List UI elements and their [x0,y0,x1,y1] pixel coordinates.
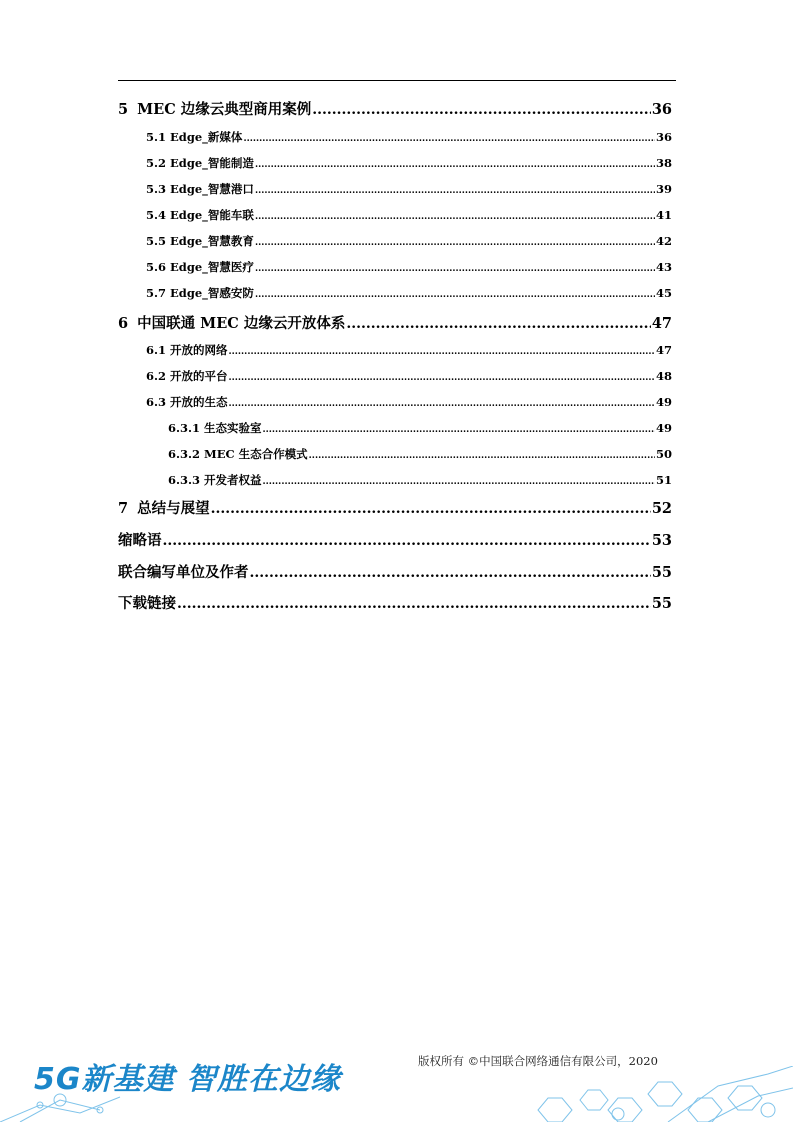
toc-entry-7[interactable] [118,497,672,518]
toc-entry-page: 36 [651,101,672,118]
toc-leader [255,160,655,170]
toc-entry-title: 中国联通 MEC 边缘云开放体系 [137,315,346,332]
toc-entry-title: 6.3.3 开发者权益 [168,473,262,487]
toc-leader [255,212,655,222]
toc-entry-5-3[interactable] [146,181,672,197]
toc-entry-6-3-3[interactable] [168,472,672,488]
toc-entry-page: 49 [655,421,672,435]
toc-entry-6-3[interactable] [146,394,672,410]
toc-entry-title: 5.4 Edge_智能车联 [146,208,254,222]
toc-leader [346,315,650,332]
toc-leader [263,425,655,435]
toc-entry-5-2[interactable] [146,155,672,171]
toc-entry-6-2[interactable] [146,368,672,384]
toc-entry-authors[interactable] [118,561,672,582]
toc-entry-page: 55 [651,564,672,581]
decorative-hexagon-graphic-right [528,1066,793,1122]
toc-entry-page: 55 [651,595,672,612]
toc-entry-5-1[interactable] [146,129,672,145]
toc-entry-page: 47 [651,315,672,332]
toc-leader [263,477,655,487]
toc-entry-page: 38 [655,156,672,170]
toc-entry-page: 36 [655,130,672,144]
toc-entry-title: 6.3 开放的生态 [146,395,228,409]
toc-entry-title: MEC 边缘云典型商用案例 [137,101,312,118]
decorative-network-graphic-left [0,1085,140,1122]
toc-entry-number: 7 [118,500,129,517]
toc-leader [229,373,655,383]
toc-entry-title: 5.7 Edge_智感安防 [146,286,254,300]
toc-entry-page: 51 [655,473,672,487]
toc-entry-number: 6 [118,315,129,332]
toc-entry-page: 45 [655,286,672,300]
toc-entry-page: 52 [651,500,672,517]
toc-leader [312,101,651,118]
toc-entry-page: 42 [655,234,672,248]
toc-entry-page: 49 [655,395,672,409]
toc-entry-6-1[interactable] [146,342,672,358]
footer-copyright: 版权所有 ©中国联合网络通信有限公司，2020 [418,1054,658,1068]
toc-entry-title: 联合编写单位及作者 [118,564,249,581]
toc-leader [255,186,655,196]
toc-entry-title: 6.1 开放的网络 [146,343,228,357]
toc-entry-title: 6.3.2 MEC 生态合作模式 [168,447,308,461]
toc-leader [255,290,655,300]
toc-entry-5-4[interactable] [146,207,672,223]
toc-leader [243,134,655,144]
toc-leader [211,500,651,517]
toc-entry-6[interactable] [118,312,672,333]
toc-leader [163,532,651,549]
toc-entry-page: 50 [655,447,672,461]
toc-entry-download[interactable] [118,592,672,613]
toc-leader [250,564,651,581]
toc-entry-title: 5.6 Edge_智慧医疗 [146,260,254,274]
toc-entry-title: 6.2 开放的平台 [146,369,228,383]
toc-entry-page: 43 [655,260,672,274]
toc-entry-page: 53 [651,532,672,549]
toc-entry-5-5[interactable] [146,233,672,249]
toc-entry-6-3-2[interactable] [168,446,672,462]
toc-leader [177,595,651,612]
toc-entry-abbreviations[interactable] [118,529,672,550]
toc-entry-title: 5.5 Edge_智慧教育 [146,234,254,248]
header-rule [118,80,676,81]
toc-entry-5-6[interactable] [146,259,672,275]
toc-entry-page: 41 [655,208,672,222]
toc-entry-title: 6.3.1 生态实验室 [168,421,262,435]
toc-leader [229,347,655,357]
toc-leader [255,238,655,248]
toc-entry-title: 缩略语 [118,532,162,549]
toc-leader [255,264,655,274]
toc-entry-number: 5 [118,101,129,118]
toc-entry-5[interactable] [118,98,672,119]
toc-entry-page: 47 [655,343,672,357]
toc-entry-title: 5.2 Edge_智能制造 [146,156,254,170]
toc-entry-title: 下载链接 [118,595,176,612]
brand-logo-text: 5G新基建 智胜在边缘 [34,1062,341,1097]
toc-leader [309,451,655,461]
toc-leader [229,399,655,409]
toc-entry-5-7[interactable] [146,285,672,301]
toc-entry-title: 总结与展望 [137,500,210,517]
toc-entry-6-3-1[interactable] [168,420,672,436]
toc-entry-title: 5.1 Edge_新媒体 [146,130,243,144]
toc-entry-title: 5.3 Edge_智慧港口 [146,182,254,196]
toc-entry-page: 39 [655,182,672,196]
toc-entry-page: 48 [655,369,672,383]
